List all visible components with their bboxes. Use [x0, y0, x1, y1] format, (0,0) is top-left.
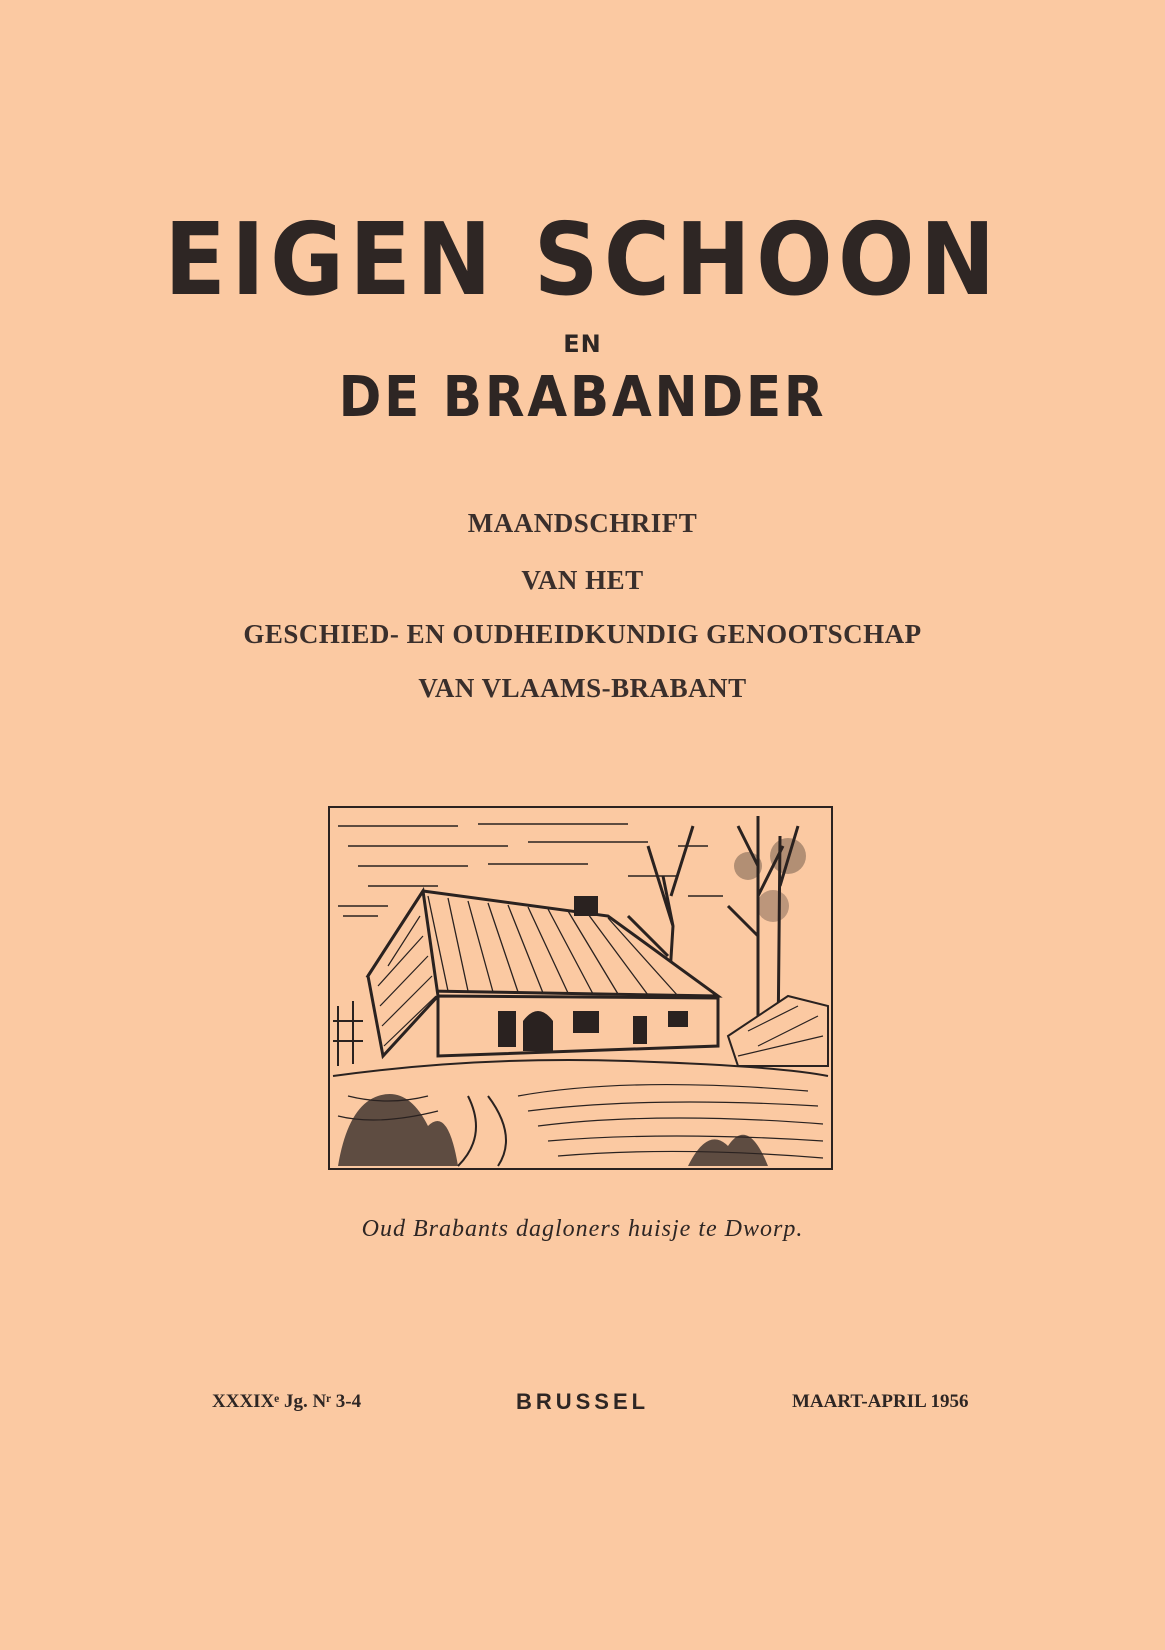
society-region: VAN VLAAMS-BRABANT: [418, 673, 747, 703]
publication-city: BRUSSEL: [515, 1389, 650, 1414]
illustration-caption: Oud Brabants dagloners huisje te Dworp.: [361, 1216, 804, 1242]
society-name: GESCHIED- EN OUDHEIDKUNDIG GENOOTSCHAP: [243, 619, 922, 649]
title-conjunction: EN: [563, 330, 602, 358]
issue-date: MAART-APRIL 1956: [792, 1391, 969, 1412]
cottage-illustration: [328, 806, 833, 1176]
publication-type: MAANDSCHRIFT: [467, 508, 698, 538]
magazine-subtitle: DE BRABANDER: [338, 365, 827, 430]
magazine-title: EIGEN SCHOON: [164, 201, 1001, 318]
issue-number: XXXIXᵉ Jg. Nʳ 3-4: [212, 1391, 362, 1412]
publisher-intro: VAN HET: [521, 565, 644, 595]
